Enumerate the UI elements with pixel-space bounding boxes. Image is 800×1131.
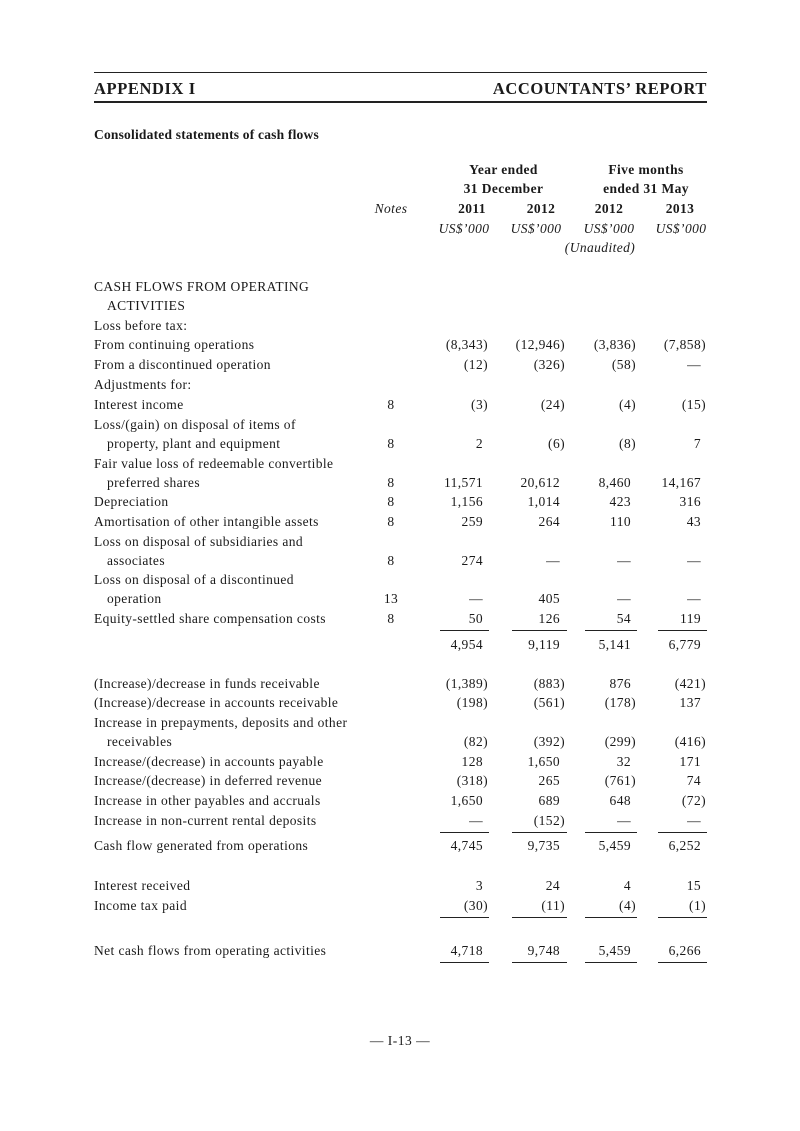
row-value: — xyxy=(617,553,631,568)
row-value: 9,735 xyxy=(527,838,560,853)
row-label: Loss on disposal of a discontinued xyxy=(94,572,294,587)
table-row xyxy=(0,475,800,494)
row-value: 9,748 xyxy=(527,943,560,958)
row-value: 1,650 xyxy=(450,793,483,808)
year-header: 2013 xyxy=(665,201,695,216)
row-label: (Increase)/decrease in accounts receivable xyxy=(94,695,339,710)
row-note: 8 xyxy=(387,611,395,626)
row-value: 137 xyxy=(679,695,701,710)
row-value: 20,612 xyxy=(520,475,560,490)
row-value: (8,343) xyxy=(445,337,488,352)
row-value: 6,266 xyxy=(668,943,701,958)
row-label: Cash flow generated from operations xyxy=(94,838,309,853)
row-value: 7 xyxy=(693,436,701,451)
row-value: 689 xyxy=(538,793,560,808)
row-value: (421) xyxy=(674,676,706,691)
row-value: 6,779 xyxy=(668,637,701,652)
row-label: receivables xyxy=(107,734,173,749)
row-value: 171 xyxy=(679,754,701,769)
row-value: 43 xyxy=(686,514,701,529)
row-label: Loss/(gain) on disposal of items of xyxy=(94,417,296,432)
row-value: 4,718 xyxy=(450,943,483,958)
row-value: 259 xyxy=(461,514,483,529)
subtotal-rule xyxy=(585,917,637,918)
row-label: Loss before tax: xyxy=(94,318,188,333)
table-row xyxy=(0,943,800,962)
row-note: 13 xyxy=(383,591,399,606)
row-note: 8 xyxy=(387,494,395,509)
row-value: (178) xyxy=(604,695,636,710)
row-value: (761) xyxy=(604,773,636,788)
row-value: — xyxy=(687,813,701,828)
row-value: 5,459 xyxy=(598,943,631,958)
table-row xyxy=(0,637,800,656)
row-value: (12) xyxy=(463,357,488,372)
table-row xyxy=(0,417,800,436)
table-row xyxy=(0,514,800,533)
currency-header: US$’000 xyxy=(438,221,490,236)
row-note: 8 xyxy=(387,436,395,451)
row-value: — xyxy=(469,813,483,828)
year-header: 2012 xyxy=(526,201,556,216)
row-label: Amortisation of other intangible assets xyxy=(94,514,319,529)
row-note: 8 xyxy=(387,475,395,490)
row-value: (1) xyxy=(689,898,706,913)
table-row xyxy=(0,878,800,897)
row-value: 405 xyxy=(538,591,560,606)
subtotal-rule xyxy=(658,917,707,918)
row-value: (11) xyxy=(541,898,565,913)
row-value: — xyxy=(617,813,631,828)
row-value: 74 xyxy=(686,773,701,788)
row-note: 8 xyxy=(387,514,395,529)
row-note: 8 xyxy=(387,553,395,568)
row-value: 2 xyxy=(475,436,483,451)
table-row xyxy=(0,715,800,734)
table-row xyxy=(0,456,800,475)
row-value: 5,459 xyxy=(598,838,631,853)
report-heading: ACCOUNTANTS’ REPORT xyxy=(492,79,707,98)
row-value: (4) xyxy=(619,397,636,412)
row-value: 274 xyxy=(461,553,483,568)
subtotal-rule xyxy=(512,917,567,918)
row-value: 1,650 xyxy=(527,754,560,769)
row-value: 128 xyxy=(461,754,483,769)
year-header: 2012 xyxy=(594,201,624,216)
currency-header: US$’000 xyxy=(655,221,707,236)
row-value: (24) xyxy=(540,397,565,412)
table-row xyxy=(0,298,800,317)
page-number: — I-13 — xyxy=(369,1033,431,1048)
table-row xyxy=(0,534,800,553)
unaudited-label: (Unaudited) xyxy=(564,240,636,255)
row-value: 15 xyxy=(686,878,701,893)
row-value: — xyxy=(687,553,701,568)
subtotal-rule xyxy=(440,962,489,963)
table-row xyxy=(0,838,800,857)
row-value: 423 xyxy=(609,494,631,509)
row-label: Increase in other payables and accruals xyxy=(94,793,321,808)
row-label: Income tax paid xyxy=(94,898,187,913)
row-value: 876 xyxy=(609,676,631,691)
subtotal-rule xyxy=(658,832,707,833)
row-value: (416) xyxy=(674,734,706,749)
row-value: 316 xyxy=(679,494,701,509)
row-label: (Increase)/decrease in funds receivable xyxy=(94,676,320,691)
subtotal-rule xyxy=(440,630,489,631)
subtotal-rule xyxy=(585,832,637,833)
row-label: Equity-settled share compensation costs xyxy=(94,611,326,626)
table-row xyxy=(0,591,800,610)
row-label: CASH FLOWS FROM OPERATING xyxy=(94,279,310,294)
table-row xyxy=(0,611,800,630)
row-value: 119 xyxy=(680,611,701,626)
table-row xyxy=(0,813,800,832)
table-row xyxy=(0,279,800,298)
table-row xyxy=(0,572,800,591)
row-value: 1,156 xyxy=(450,494,483,509)
row-value: 4 xyxy=(623,878,631,893)
table-row xyxy=(0,695,800,714)
row-value: (15) xyxy=(681,397,706,412)
table-row xyxy=(0,898,800,917)
row-value: 3 xyxy=(475,878,483,893)
row-note: 8 xyxy=(387,397,395,412)
row-label: From continuing operations xyxy=(94,337,255,352)
table-row xyxy=(0,318,800,337)
subtotal-rule xyxy=(585,962,637,963)
table-row xyxy=(0,357,800,376)
row-value: 9,119 xyxy=(528,637,560,652)
row-value: 11,571 xyxy=(443,475,483,490)
row-value: (72) xyxy=(681,793,706,808)
table-row xyxy=(0,676,800,695)
row-value: (299) xyxy=(604,734,636,749)
row-label: Interest received xyxy=(94,878,191,893)
table-row xyxy=(0,397,800,416)
section-title: Consolidated statements of cash flows xyxy=(94,127,319,142)
table-row xyxy=(0,377,800,396)
column-group-31-december: 31 December xyxy=(463,181,544,196)
table-row xyxy=(0,773,800,792)
column-group-ended-31-may: ended 31 May xyxy=(603,181,689,196)
row-value: 648 xyxy=(609,793,631,808)
row-value: (6) xyxy=(548,436,565,451)
row-label: Increase/(decrease) in deferred revenue xyxy=(94,773,323,788)
row-label: operation xyxy=(107,591,162,606)
row-value: (58) xyxy=(611,357,636,372)
subtotal-rule xyxy=(440,832,489,833)
row-label: Increase in non-current rental deposits xyxy=(94,813,317,828)
row-value: — xyxy=(546,553,560,568)
subtotal-rule xyxy=(512,832,567,833)
year-header: 2011 xyxy=(458,201,486,216)
row-value: (392) xyxy=(533,734,565,749)
row-value: 8,460 xyxy=(598,475,631,490)
row-label: property, plant and equipment xyxy=(107,436,281,451)
notes-header: Notes xyxy=(374,201,408,216)
row-value: (3) xyxy=(471,397,488,412)
row-value: (4) xyxy=(619,898,636,913)
row-value: 32 xyxy=(616,754,631,769)
row-value: (82) xyxy=(463,734,488,749)
row-value: (152) xyxy=(533,813,565,828)
row-value: (12,946) xyxy=(515,337,565,352)
subtotal-rule xyxy=(585,630,637,631)
row-value: (561) xyxy=(533,695,565,710)
row-value: 1,014 xyxy=(527,494,560,509)
table-row xyxy=(0,553,800,572)
row-value: (7,858) xyxy=(663,337,706,352)
subtotal-rule xyxy=(658,962,707,963)
row-value: (326) xyxy=(533,357,565,372)
row-label: associates xyxy=(107,553,165,568)
table-row xyxy=(0,793,800,812)
row-label: Depreciation xyxy=(94,494,169,509)
row-value: (318) xyxy=(456,773,488,788)
row-label: Increase/(decrease) in accounts payable xyxy=(94,754,324,769)
row-label: ACTIVITIES xyxy=(107,298,186,313)
row-value: (883) xyxy=(533,676,565,691)
row-value: 110 xyxy=(610,514,631,529)
row-value: 4,745 xyxy=(450,838,483,853)
row-value: 24 xyxy=(545,878,560,893)
currency-header: US$’000 xyxy=(510,221,562,236)
subtotal-rule xyxy=(512,962,567,963)
appendix-heading: APPENDIX I xyxy=(94,79,196,98)
row-value: — xyxy=(687,591,701,606)
row-value: (30) xyxy=(463,898,488,913)
row-value: 6,252 xyxy=(668,838,701,853)
row-value: 265 xyxy=(538,773,560,788)
row-label: Net cash flows from operating activities xyxy=(94,943,327,958)
row-value: (198) xyxy=(456,695,488,710)
row-value: 50 xyxy=(468,611,483,626)
table-row xyxy=(0,436,800,455)
row-value: — xyxy=(469,591,483,606)
row-value: 264 xyxy=(538,514,560,529)
row-label: Adjustments for: xyxy=(94,377,192,392)
row-value: (3,836) xyxy=(593,337,636,352)
row-value: — xyxy=(617,591,631,606)
subtotal-rule xyxy=(658,630,707,631)
row-value: 5,141 xyxy=(598,637,631,652)
column-group-five-months: Five months xyxy=(608,162,684,177)
row-value: 126 xyxy=(538,611,560,626)
row-value: (1,389) xyxy=(445,676,488,691)
row-label: Increase in prepayments, deposits and other xyxy=(94,715,348,730)
currency-header: US$’000 xyxy=(583,221,635,236)
row-value: 4,954 xyxy=(450,637,483,652)
row-value: (8) xyxy=(619,436,636,451)
row-label: From a discontinued operation xyxy=(94,357,271,372)
row-value: — xyxy=(687,357,701,372)
table-row xyxy=(0,754,800,773)
row-value: 54 xyxy=(616,611,631,626)
table-row xyxy=(0,734,800,753)
table-row xyxy=(0,494,800,513)
row-value: 14,167 xyxy=(661,475,701,490)
row-label: Interest income xyxy=(94,397,184,412)
subtotal-rule xyxy=(512,630,567,631)
row-label: preferred shares xyxy=(107,475,200,490)
subtotal-rule xyxy=(440,917,489,918)
row-label: Loss on disposal of subsidiaries and xyxy=(94,534,304,549)
table-row xyxy=(0,337,800,356)
column-group-year-ended: Year ended xyxy=(469,162,538,177)
row-label: Fair value loss of redeemable convertible xyxy=(94,456,334,471)
